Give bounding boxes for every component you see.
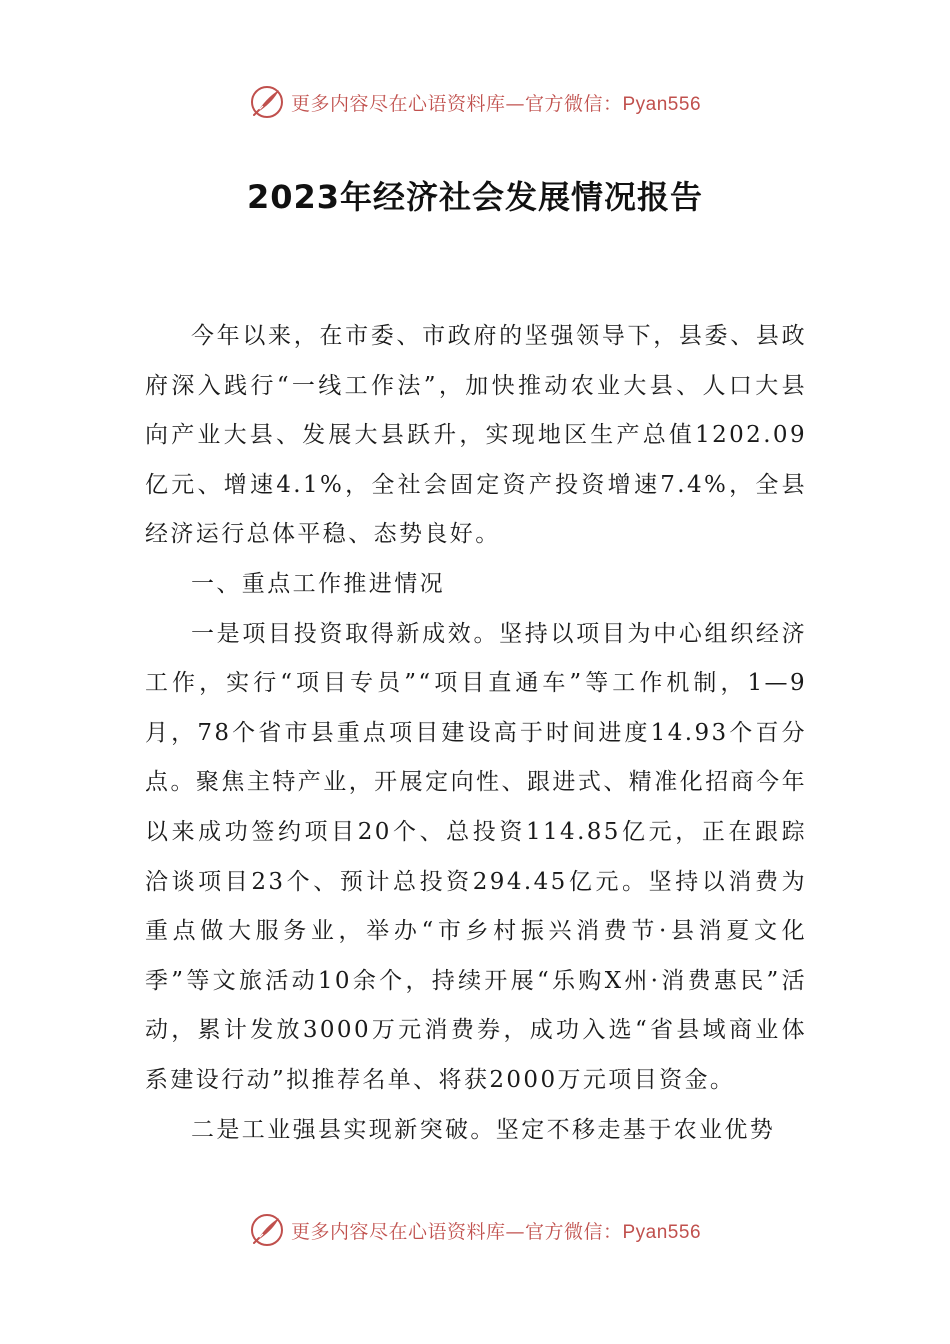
banner-label: 更多内容尽在心语资料库—官方微信：	[290, 1220, 623, 1243]
paragraph-projects: 一是项目投资取得新成效。坚持以项目为中心组织经济工作，实行“项目专员”“项目直通车”等工作机制，1—9月，78个省市县重点项目建设高于时间进度14.93个百分点。聚焦主特产业，开展定向性、跟进式、精准化招商今年以来成功签约项目20个、总投资114.85亿元，正在跟踪洽谈项目23个、预计总投资294.45亿元。坚持以消费为重点做大服务业，举办“市乡村振兴消费节·县消夏文化季”等文旅活动10余个，持续开展“乐购X州·消费惠民”活动，累计发放3000万元消费券，成功入选“省县域商业体系建设行动”拟推荐名单、将获2000万元项目资金。	[145, 620, 807, 1093]
header-banner	[0, 80, 950, 124]
wechat-id: Pyan556	[622, 93, 702, 115]
quill-pen-logo-icon	[249, 84, 285, 120]
section-heading: 一、重点工作推进情况	[191, 570, 445, 597]
paragraph-intro: 今年以来，在市委、市政府的坚强领导下，县委、县政府深入践行“一线工作法”，加快推动农业大县、人口大县向产业大县、发展大县跃升，实现地区生产总值1202.09亿元、增速4.1%，全社会固定资产投资增速7.4%，全县经济运行总体平稳、态势良好。	[145, 323, 807, 548]
quill-pen-logo-icon	[249, 1212, 285, 1248]
wechat-id: Pyan556	[622, 1221, 702, 1243]
paragraph-industry: 二是工业强县实现新突破。坚定不移走基于农业优势	[191, 1116, 776, 1143]
banner-text	[291, 1217, 701, 1244]
banner-label: 更多内容尽在心语资料库—官方微信：	[290, 92, 623, 115]
document-title: 2023年经济社会发展情况报告	[246, 178, 704, 216]
banner-text	[291, 89, 701, 116]
document-body	[145, 312, 807, 1155]
footer-banner	[0, 1208, 950, 1252]
